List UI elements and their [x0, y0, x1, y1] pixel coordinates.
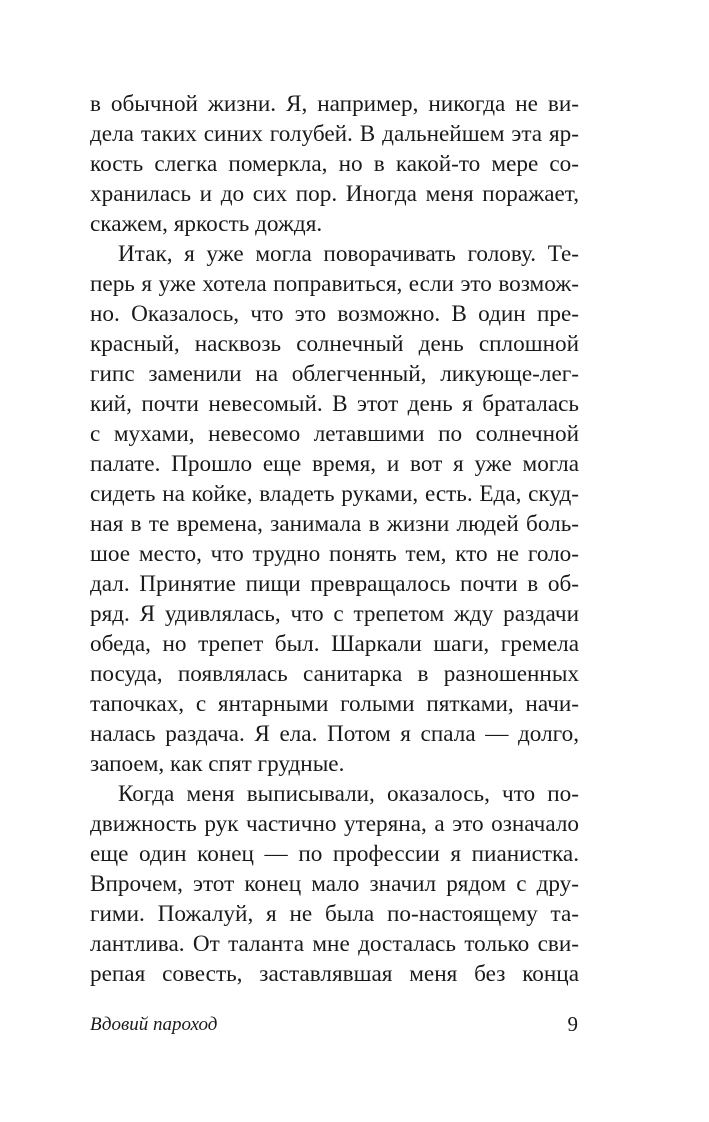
text-line: палате. Прошло еще время, и вот я уже могла — [90, 451, 579, 477]
text-line: ная в те времена, занимала в жизни людей боль- — [90, 511, 579, 537]
text-line: Впрочем, этот конец мало значил рядом с дру- — [90, 871, 579, 897]
text-line: шое место, что трудно понять тем, кто не голо- — [90, 541, 579, 567]
text-line: репая совесть, заставлявшая меня без конца — [90, 961, 579, 987]
paragraph-start-line: Когда меня выписывали, оказалось, что по- — [118, 781, 579, 807]
text-line: с мухами, невесомо летавшими по солнечной — [90, 421, 579, 447]
text-line: обеда, но трепет был. Шаркали шаги, гремела — [90, 631, 579, 657]
text-line: тапочках, с янтарными голыми пятками, начи- — [90, 691, 579, 717]
paragraph-start-line: Итак, я уже могла поворачивать голову. Те- — [118, 241, 579, 267]
text-line: ряд. Я удивлялась, что с трепетом жду раздачи — [90, 601, 579, 627]
text-line: посуда, появлялась санитарка в разношенных — [90, 661, 579, 687]
text-line: лантлива. От таланта мне досталась только сви- — [90, 931, 579, 957]
text-line: кость слегка померкла, но в какой-то мере со- — [90, 151, 579, 177]
text-line: гими. Пожалуй, я не была по-настоящему та- — [90, 901, 579, 927]
text-line: дал. Принятие пищи превращалось почти в об- — [90, 571, 579, 597]
text-line: красный, насквозь солнечный день сплошной — [90, 331, 579, 357]
page-number: 9 — [567, 1012, 578, 1036]
text-line: скажем, яркость дождя. — [90, 211, 323, 237]
text-line: сидеть на койке, владеть руками, есть. Еда, скуд- — [90, 481, 579, 507]
text-line: кий, почти невесомый. В этот день я браталась — [90, 391, 579, 417]
running-footer-title: Вдовий пароход — [90, 1014, 218, 1035]
text-line: движность рук частично утеряна, а это означало — [90, 811, 579, 837]
text-line: дела таких синих голубей. В дальнейшем эта яр- — [90, 121, 579, 147]
text-line: но. Оказалось, что это возможно. В один пре- — [90, 301, 579, 327]
text-line: налась раздача. Я ела. Потом я спала — долго, — [90, 721, 579, 747]
text-line: гипс заменили на облегченный, ликующе-лег- — [90, 361, 579, 387]
text-line: хранилась и до сих пор. Иногда меня поражает, — [90, 181, 579, 207]
text-line: перь я уже хотела поправиться, если это возмож- — [90, 271, 579, 297]
text-line: в обычной жизни. Я, например, никогда не ви- — [90, 91, 579, 117]
text-line: еще один конец — по профессии я пианистка. — [90, 841, 579, 867]
text-line: запоем, как спят грудные. — [90, 751, 345, 777]
